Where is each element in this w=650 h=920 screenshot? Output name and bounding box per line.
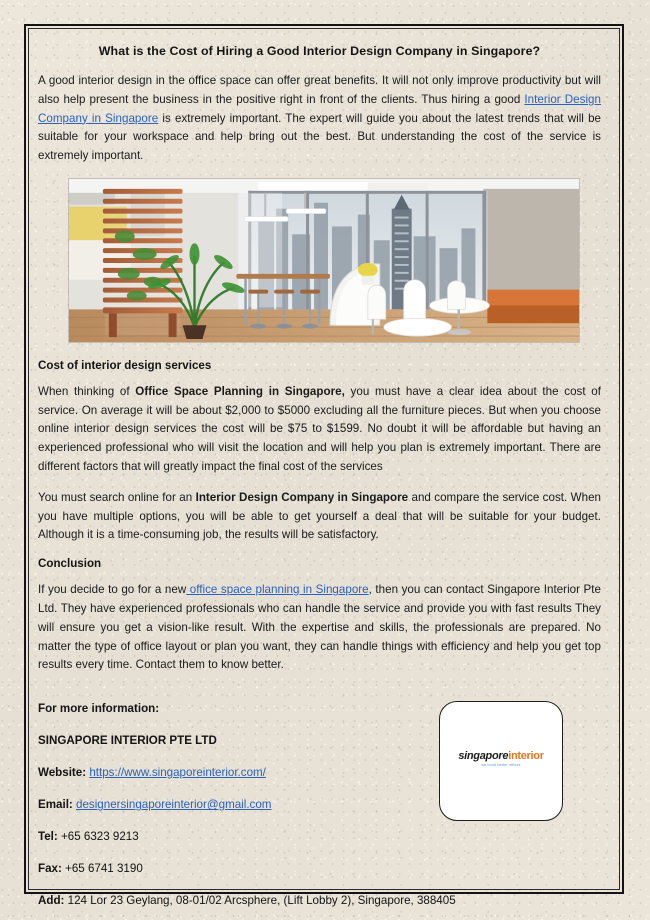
website-link[interactable]: https://www.singaporeinterior.com/ [89, 766, 266, 780]
cost-p1-part-2: you must have a clear idea about the cost of service. On average it will be about $2,000 to $5000 excluding all the furniture pieces. But when you choose online interior design services the cost will be $75 to $1599. No doubt it will be affordable but having an experienced professional who will visit the location and will help you plan is extremely important. There are different factors that will greatly impact the final cost of the services [38, 384, 601, 474]
fax-value: +65 6741 3190 [65, 862, 143, 876]
conclusion-part-1: If you decide to go for a new [38, 583, 187, 597]
company-logo-card [439, 701, 563, 821]
logo-wordmark [458, 751, 543, 762]
cost-paragraph-1 [38, 383, 601, 477]
contact-section [38, 701, 601, 908]
email-label: Email: [38, 798, 73, 812]
document-content [38, 34, 611, 908]
tel-value: +65 6323 9213 [61, 830, 139, 844]
office-interior-illustration [69, 179, 579, 342]
address-value: 124 Lor 23 Geylang, 08-01/02 Arcsphere, (Lift Lobby 2), Singapore, 388405 [67, 894, 456, 908]
interior-design-company-link[interactable]: Interior Design Company in Singapore [38, 92, 601, 125]
interior-design-company-bold: Interior Design Company in Singapore [195, 490, 409, 504]
office-space-planning-bold: Office Space Planning in Singapore, [135, 384, 345, 398]
logo-tagline: we build better offices [481, 762, 521, 767]
contact-fax [38, 861, 601, 876]
logo-word-singapore: singapore [458, 749, 509, 762]
cost-p2-part-2: and compare the service cost. When you have multiple options, you will be able to get yourself a deal that will be suitable for your budget. Although it is a time-consuming job, the results will be satisfactory. [38, 490, 602, 542]
intro-text-part-2: is extremely important. The expert will guide you about the latest trends that will be suitable for your workspace and help bring out the best. But understanding the cost of the service is extremely important. [38, 111, 602, 163]
address-label: Add: [38, 894, 65, 908]
cost-p2-part-1: You must search online for an [38, 490, 196, 504]
office-interior-image [68, 178, 580, 343]
conclusion-part-2: , then you can contact Singapore Interior Pte Ltd. They have experienced professionals who can handle the service and provide you with fast results They will ensure you get a vision-like result. With the expertise and skills, the professionals are prepared. No matter the type of office layout or plan you want, they can handle things with efficiency and help you get top results every time. Contact them to know better. [38, 583, 601, 672]
contact-tel [38, 829, 601, 844]
company-name-text: SINGAPORE INTERIOR PTE LTD [38, 734, 217, 748]
tel-label: Tel: [38, 830, 58, 844]
office-space-planning-link[interactable]: office space planning in Singapore [186, 583, 369, 597]
company-logo [458, 751, 543, 768]
contact-intro-text: For more information: [38, 702, 160, 716]
website-label: Website: [38, 766, 87, 780]
cost-paragraph-2 [38, 489, 601, 545]
page-title: What is the Cost of Hiring a Good Interior Design Company in Singapore? [98, 44, 541, 58]
intro-paragraph [38, 72, 601, 166]
email-link[interactable]: designersingaporeinterior@gmail.com [76, 798, 272, 812]
section-heading-cost: Cost of interior design services [38, 358, 212, 372]
contact-address [38, 893, 601, 908]
conclusion-paragraph [38, 581, 601, 675]
section-heading-conclusion: Conclusion [38, 557, 102, 571]
fax-label: Fax: [38, 862, 62, 876]
logo-word-interior: interior [508, 749, 544, 762]
cost-p1-part-1: When thinking of [38, 384, 136, 398]
intro-text-part-1: A good interior design in the office space can offer great benefits. It will not only improve productivity but will also help present the business in the positive right in front of the clients. Thus hiring a good [38, 74, 601, 106]
